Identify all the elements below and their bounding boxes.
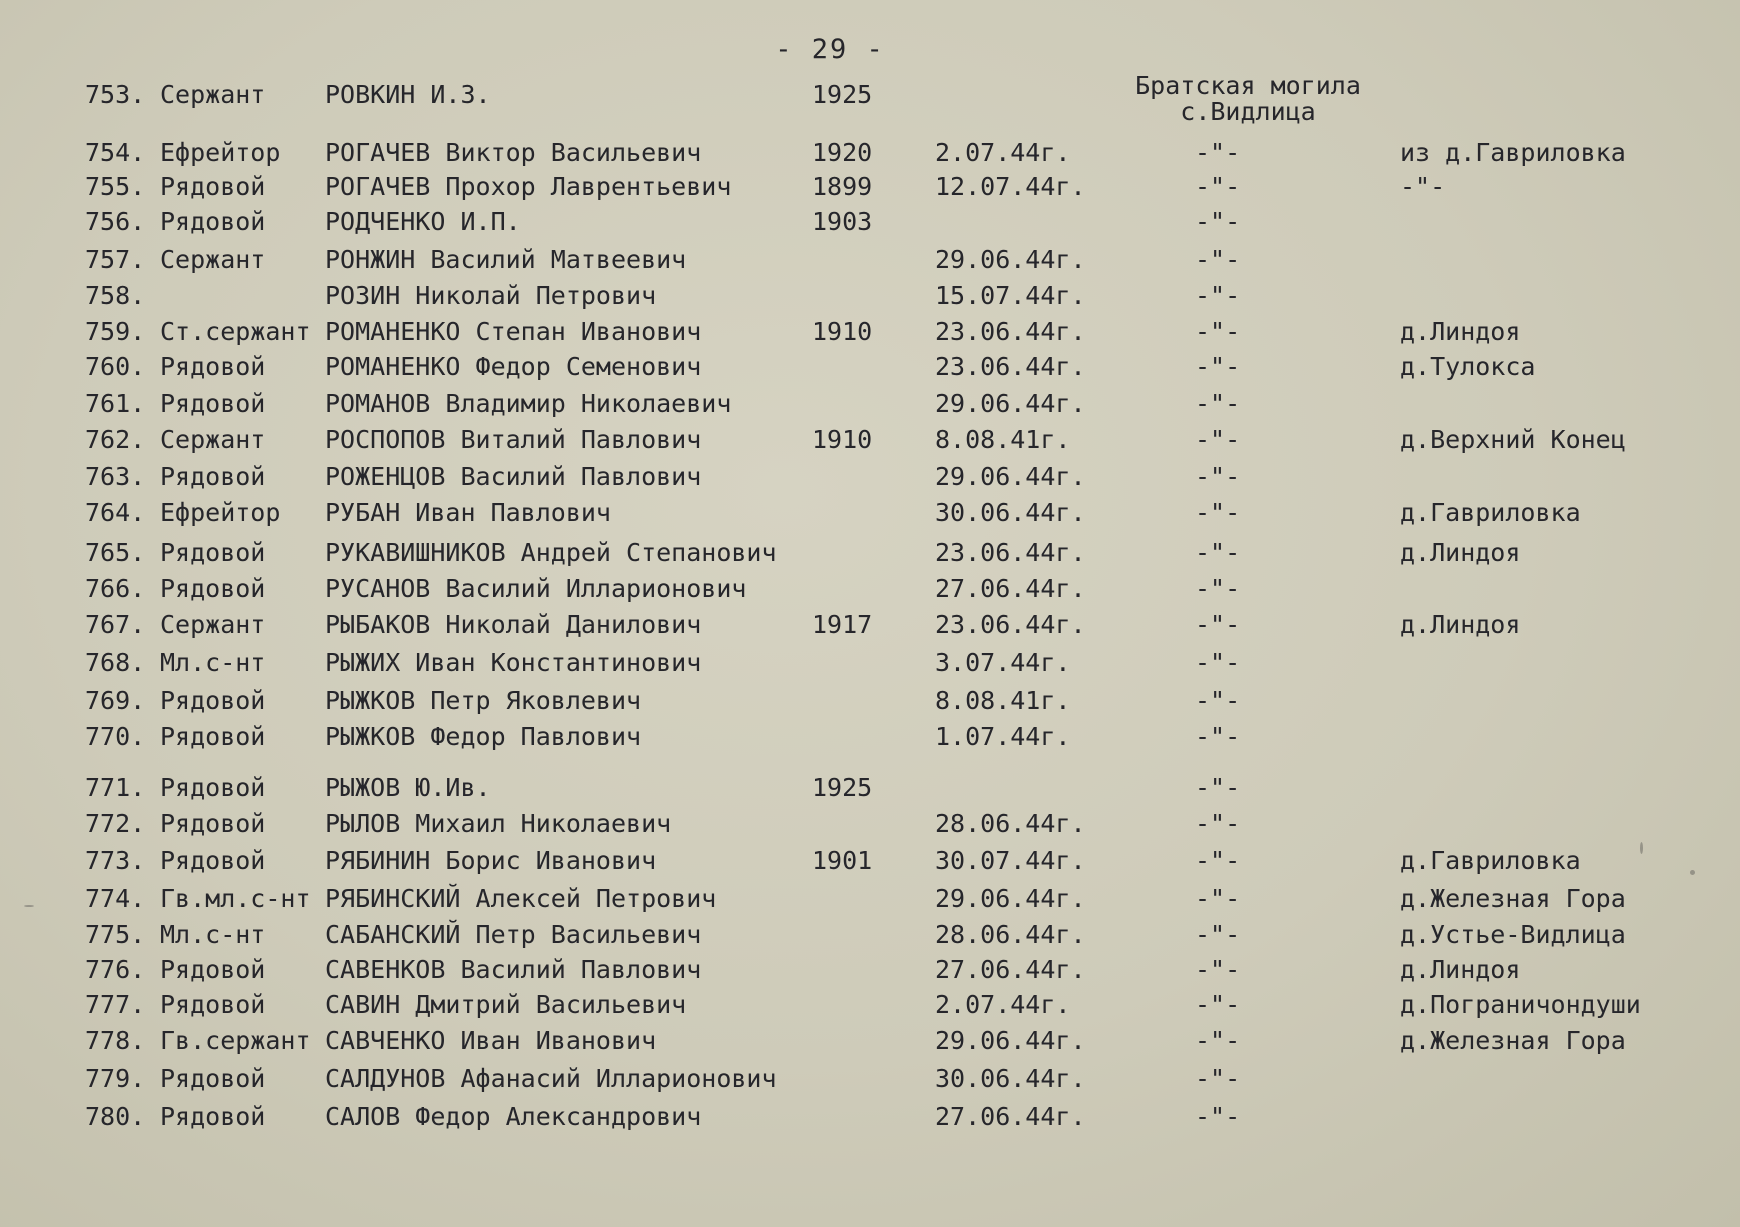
cell-place: д.Линдоя <box>1400 955 1521 984</box>
cell-rank: Рядовой <box>160 172 266 201</box>
table-row <box>0 722 1740 758</box>
burial-header-line2: с.Видлица <box>1180 97 1316 126</box>
cell-burial: -"- <box>1195 648 1241 677</box>
cell-year: 1899 <box>812 172 873 201</box>
table-row <box>0 425 1740 461</box>
cell-burial: -"- <box>1195 207 1241 236</box>
cell-place: д.Верхний Конец <box>1400 425 1626 454</box>
cell-place: -"- <box>1400 172 1446 201</box>
cell-burial: -"- <box>1195 389 1241 418</box>
cell-num: 776. <box>85 955 146 984</box>
cell-rank: Рядовой <box>160 990 266 1019</box>
cell-date: 27.06.44г. <box>935 1102 1086 1131</box>
cell-name: РОНЖИН Василий Матвеевич <box>325 245 687 274</box>
cell-date: 30.06.44г. <box>935 1064 1086 1093</box>
cell-date: 23.06.44г. <box>935 610 1086 639</box>
cell-place: д.Гавриловка <box>1400 846 1581 875</box>
cell-date: 29.06.44г. <box>935 884 1086 913</box>
cell-num: 757. <box>85 245 146 274</box>
cell-burial: -"- <box>1195 138 1241 167</box>
cell-rank: Рядовой <box>160 389 266 418</box>
cell-name: САЛДУНОВ Афанасий Илларионович <box>325 1064 777 1093</box>
cell-name: РЯБИНСКИЙ Алексей Петрович <box>325 884 717 913</box>
cell-place: д.Линдоя <box>1400 317 1521 346</box>
cell-name: РЫБАКОВ Николай Данилович <box>325 610 702 639</box>
cell-rank: Рядовой <box>160 574 266 603</box>
table-row <box>0 1026 1740 1062</box>
cell-burial: -"- <box>1195 1026 1241 1055</box>
cell-rank: Рядовой <box>160 462 266 491</box>
cell-name: РЫЖКОВ Петр Яковлевич <box>325 686 642 715</box>
cell-rank: Рядовой <box>160 722 266 751</box>
cell-name: РОМАНЕНКО Федор Семенович <box>325 352 702 381</box>
table-row <box>0 648 1740 684</box>
cell-num: 761. <box>85 389 146 418</box>
cell-name: РОГАЧЕВ Виктор Васильевич <box>325 138 702 167</box>
cell-burial: -"- <box>1195 245 1241 274</box>
cell-rank: Сержант <box>160 610 266 639</box>
cell-burial: -"- <box>1195 1102 1241 1131</box>
cell-burial: -"- <box>1195 773 1241 802</box>
cell-rank: Ефрейтор <box>160 498 281 527</box>
cell-num: 777. <box>85 990 146 1019</box>
cell-burial: -"- <box>1195 281 1241 310</box>
page-number: - 29 - <box>775 34 885 65</box>
cell-name: РОЖЕНЦОВ Василий Павлович <box>325 462 702 491</box>
cell-num: 778. <box>85 1026 146 1055</box>
cell-num: 754. <box>85 138 146 167</box>
table-row <box>0 1064 1740 1100</box>
cell-burial: -"- <box>1195 686 1241 715</box>
table-row <box>0 317 1740 353</box>
table-row <box>0 245 1740 281</box>
cell-burial: -"- <box>1195 990 1241 1019</box>
table-row <box>0 538 1740 574</box>
table-row <box>0 884 1740 920</box>
cell-date: 27.06.44г. <box>935 955 1086 984</box>
cell-rank: Сержант <box>160 245 266 274</box>
table-row <box>0 610 1740 646</box>
cell-date: 2.07.44г. <box>935 990 1071 1019</box>
table-row <box>0 138 1740 174</box>
cell-rank: Мл.с-нт <box>160 920 266 949</box>
cell-date: 29.06.44г. <box>935 1026 1086 1055</box>
cell-num: 756. <box>85 207 146 236</box>
cell-name: РОЗИН Николай Петрович <box>325 281 657 310</box>
cell-name: РОМАНЕНКО Степан Иванович <box>325 317 702 346</box>
cell-num: 763. <box>85 462 146 491</box>
cell-num: 772. <box>85 809 146 838</box>
cell-date: 28.06.44г. <box>935 920 1086 949</box>
cell-num: 755. <box>85 172 146 201</box>
cell-date: 3.07.44г. <box>935 648 1071 677</box>
cell-num: 762. <box>85 425 146 454</box>
cell-num: 759. <box>85 317 146 346</box>
cell-num: 771. <box>85 773 146 802</box>
cell-date: 29.06.44г. <box>935 462 1086 491</box>
cell-rank: Рядовой <box>160 352 266 381</box>
cell-num: 773. <box>85 846 146 875</box>
cell-rank: Рядовой <box>160 773 266 802</box>
cell-num: 767. <box>85 610 146 639</box>
cell-place: д.Линдоя <box>1400 610 1521 639</box>
cell-name: РУКАВИШНИКОВ Андрей Степанович <box>325 538 777 567</box>
cell-burial: -"- <box>1195 884 1241 913</box>
cell-name: РУСАНОВ Василий Илларионович <box>325 574 747 603</box>
cell-name: РОМАНОВ Владимир Николаевич <box>325 389 732 418</box>
cell-burial: -"- <box>1195 846 1241 875</box>
cell-rank: Мл.с-нт <box>160 648 266 677</box>
burial-header-line1: Братская могила <box>1135 71 1361 100</box>
cell-rank: Рядовой <box>160 1064 266 1093</box>
cell-date: 29.06.44г. <box>935 245 1086 274</box>
cell-name: РОГАЧЕВ Прохор Лаврентьевич <box>325 172 732 201</box>
cell-year: 1925 <box>812 773 873 802</box>
cell-date: 2.07.44г. <box>935 138 1071 167</box>
table-row <box>0 498 1740 534</box>
table-row <box>0 574 1740 610</box>
cell-name: РЯБИНИН Борис Иванович <box>325 846 657 875</box>
cell-rank: Рядовой <box>160 207 266 236</box>
cell-num: 768. <box>85 648 146 677</box>
cell-rank: Рядовой <box>160 1102 266 1131</box>
cell-place: д.Пограничондуши <box>1400 990 1641 1019</box>
cell-name: САБАНСКИЙ Петр Васильевич <box>325 920 702 949</box>
table-row <box>0 172 1740 208</box>
cell-name: РЫЛОВ Михаил Николаевич <box>325 809 672 838</box>
cell-place: д.Линдоя <box>1400 538 1521 567</box>
cell-rank: Рядовой <box>160 846 266 875</box>
cell-rank: Рядовой <box>160 955 266 984</box>
cell-date: 29.06.44г. <box>935 389 1086 418</box>
table-row <box>0 809 1740 845</box>
cell-burial: -"- <box>1195 955 1241 984</box>
cell-date: 1.07.44г. <box>935 722 1071 751</box>
cell-rank: Гв.мл.с-нт <box>160 884 311 913</box>
cell-num: 760. <box>85 352 146 381</box>
cell-burial: -"- <box>1195 920 1241 949</box>
cell-burial: -"- <box>1195 425 1241 454</box>
cell-burial: -"- <box>1195 610 1241 639</box>
cell-place: д.Гавриловка <box>1400 498 1581 527</box>
cell-burial: -"- <box>1195 172 1241 201</box>
cell-burial: -"- <box>1195 317 1241 346</box>
cell-date: 8.08.41г. <box>935 425 1071 454</box>
cell-year: 1910 <box>812 425 873 454</box>
cell-num: 770. <box>85 722 146 751</box>
cell-num: 779. <box>85 1064 146 1093</box>
cell-num: 753. <box>85 80 146 109</box>
table-row <box>0 990 1740 1026</box>
table-row <box>0 846 1740 882</box>
paper-speck <box>24 905 34 907</box>
cell-burial: -"- <box>1195 722 1241 751</box>
cell-rank: Гв.сержант <box>160 1026 311 1055</box>
cell-date: 30.07.44г. <box>935 846 1086 875</box>
cell-name: РУБАН Иван Павлович <box>325 498 611 527</box>
cell-place: д.Железная Гора <box>1400 884 1626 913</box>
cell-date: 15.07.44г. <box>935 281 1086 310</box>
cell-place: из д.Гавриловка <box>1400 138 1626 167</box>
cell-place: д.Тулокса <box>1400 352 1536 381</box>
cell-burial: -"- <box>1195 462 1241 491</box>
cell-burial: -"- <box>1195 538 1241 567</box>
cell-name: САВИН Дмитрий Васильевич <box>325 990 687 1019</box>
table-row <box>0 686 1740 722</box>
cell-num: 769. <box>85 686 146 715</box>
table-row <box>0 352 1740 388</box>
table-row <box>0 281 1740 317</box>
cell-name: РЫЖИХ Иван Константинович <box>325 648 702 677</box>
table-row <box>0 920 1740 956</box>
cell-date: 12.07.44г. <box>935 172 1086 201</box>
table-row <box>0 80 1740 116</box>
cell-num: 758. <box>85 281 146 310</box>
cell-burial: -"- <box>1195 574 1241 603</box>
cell-year: 1925 <box>812 80 873 109</box>
cell-date: 27.06.44г. <box>935 574 1086 603</box>
cell-rank: Ефрейтор <box>160 138 281 167</box>
table-row <box>0 955 1740 991</box>
cell-num: 765. <box>85 538 146 567</box>
cell-burial: -"- <box>1195 352 1241 381</box>
cell-burial: -"- <box>1195 498 1241 527</box>
cell-date: 23.06.44г. <box>935 317 1086 346</box>
cell-num: 775. <box>85 920 146 949</box>
cell-rank: Сержант <box>160 425 266 454</box>
cell-rank: Сержант <box>160 80 266 109</box>
table-row <box>0 207 1740 243</box>
cell-burial: -"- <box>1195 1064 1241 1093</box>
cell-rank: Рядовой <box>160 686 266 715</box>
cell-name: САЛОВ Федор Александрович <box>325 1102 702 1131</box>
cell-burial: -"- <box>1195 809 1241 838</box>
cell-year: 1917 <box>812 610 873 639</box>
table-row <box>0 389 1740 425</box>
table-row <box>0 773 1740 809</box>
cell-name: РЫЖКОВ Федор Павлович <box>325 722 642 751</box>
cell-name: РОВКИН И.З. <box>325 80 491 109</box>
cell-num: 780. <box>85 1102 146 1131</box>
cell-year: 1901 <box>812 846 873 875</box>
cell-date: 23.06.44г. <box>935 352 1086 381</box>
table-row <box>0 1102 1740 1138</box>
cell-date: 23.06.44г. <box>935 538 1086 567</box>
cell-num: 774. <box>85 884 146 913</box>
cell-date: 8.08.41г. <box>935 686 1071 715</box>
cell-num: 766. <box>85 574 146 603</box>
cell-place: д.Железная Гора <box>1400 1026 1626 1055</box>
cell-name: РОСПОПОВ Виталий Павлович <box>325 425 702 454</box>
cell-year: 1920 <box>812 138 873 167</box>
cell-date: 30.06.44г. <box>935 498 1086 527</box>
cell-place: д.Устье-Видлица <box>1400 920 1626 949</box>
cell-year: 1910 <box>812 317 873 346</box>
cell-rank: Рядовой <box>160 809 266 838</box>
cell-rank: Рядовой <box>160 538 266 567</box>
cell-name: САВЧЕНКО Иван Иванович <box>325 1026 657 1055</box>
cell-year: 1903 <box>812 207 873 236</box>
cell-name: САВЕНКОВ Василий Павлович <box>325 955 702 984</box>
paper-speck <box>1690 870 1695 875</box>
cell-name: РЫЖОВ Ю.Ив. <box>325 773 491 802</box>
cell-num: 764. <box>85 498 146 527</box>
table-row <box>0 462 1740 498</box>
cell-name: РОДЧЕНКО И.П. <box>325 207 521 236</box>
paper-speck <box>1640 842 1643 854</box>
cell-date: 28.06.44г. <box>935 809 1086 838</box>
cell-rank: Ст.сержант <box>160 317 311 346</box>
